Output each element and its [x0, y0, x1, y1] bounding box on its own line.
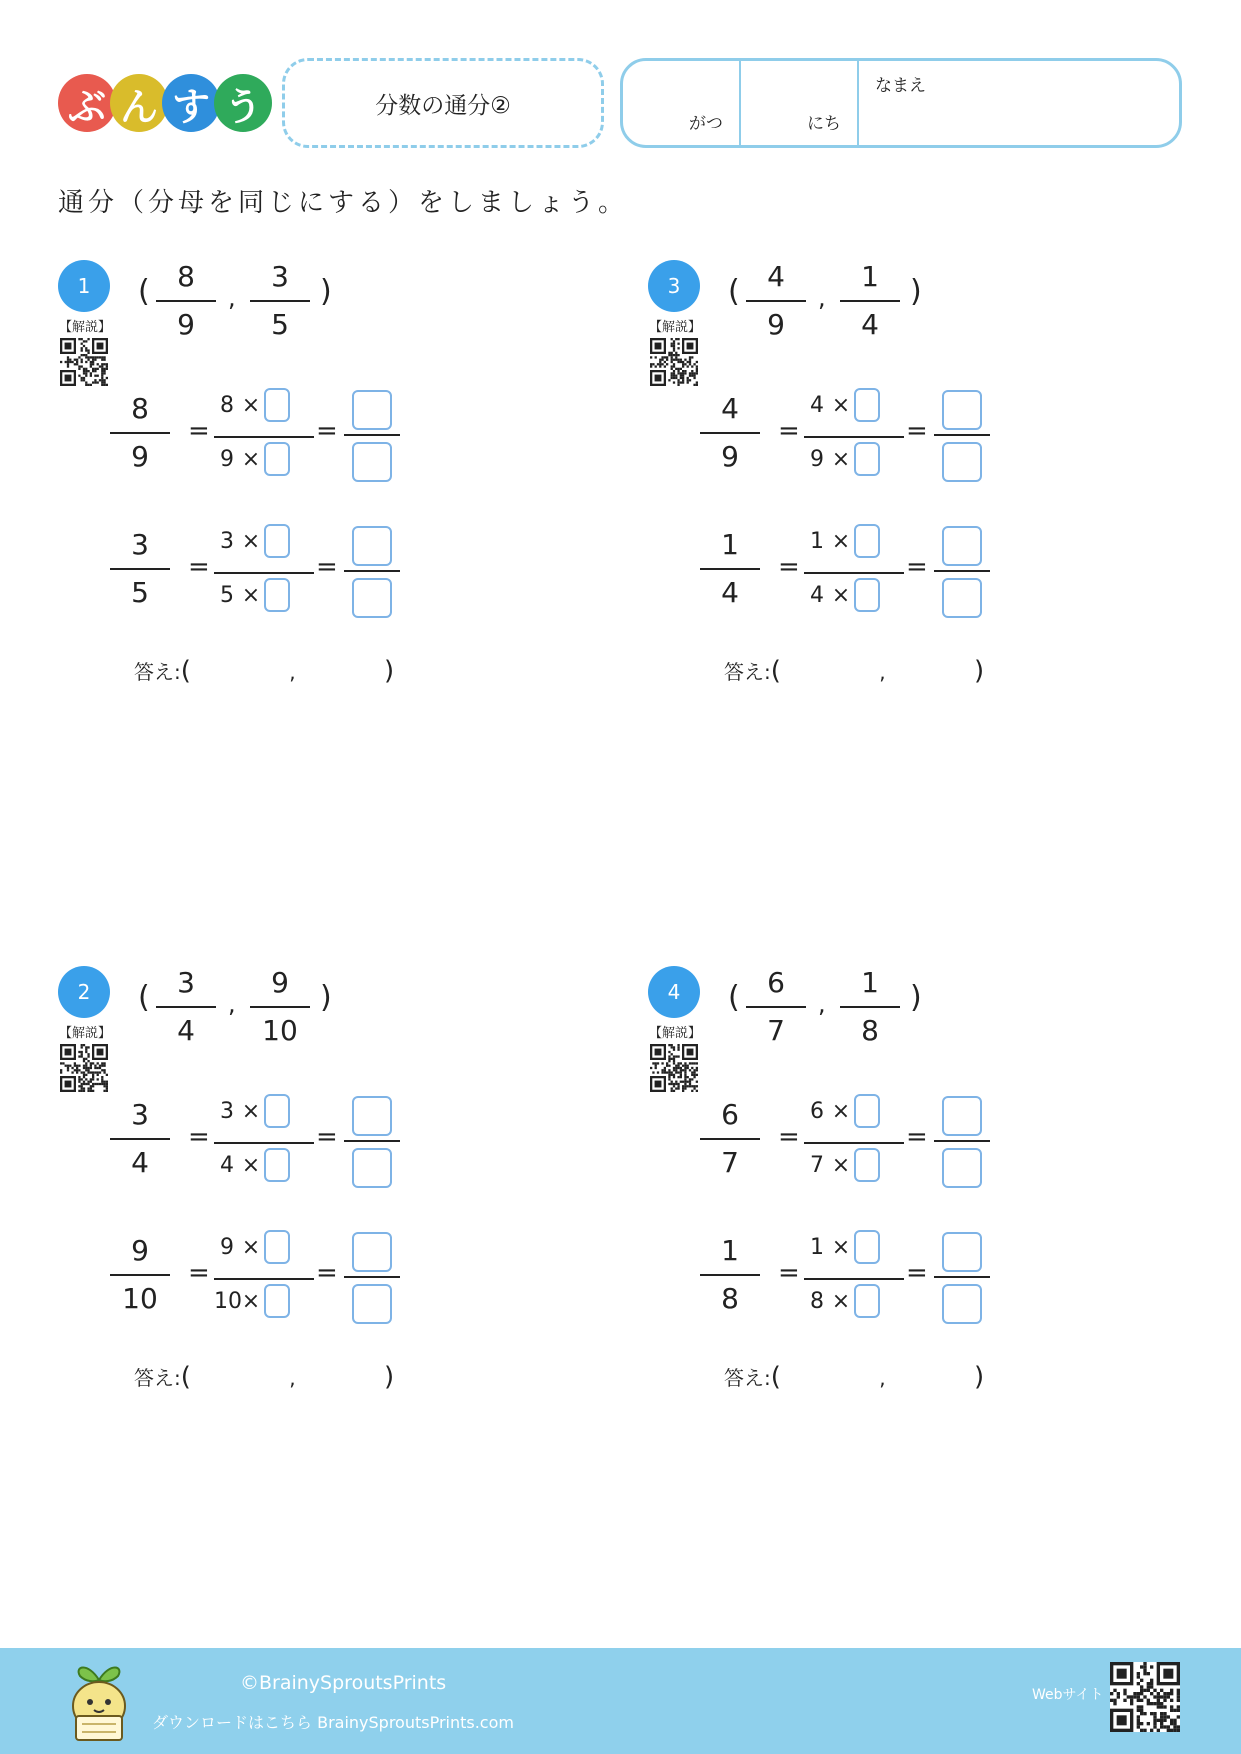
denominator: 4: [220, 1152, 234, 1178]
comma: ,: [228, 284, 236, 312]
download-link[interactable]: ダウンロードはこちら BrainySproutsPrints.com: [152, 1713, 514, 1732]
times-sign: ×: [831, 392, 851, 418]
divider: [857, 61, 859, 145]
numerator: 3: [220, 1098, 234, 1124]
denominator: 8: [861, 1014, 879, 1047]
multiplication-fraction: [804, 384, 904, 484]
times-sign: ×: [241, 528, 261, 554]
denominator: 9: [131, 440, 149, 473]
numerator: 1: [721, 1234, 739, 1267]
comma: ,: [818, 284, 826, 312]
result-fraction: [934, 522, 990, 622]
equals-sign: =: [316, 552, 338, 582]
comma: ,: [228, 990, 236, 1018]
numerator: 3: [131, 1098, 149, 1131]
result-denominator-box[interactable]: [352, 1148, 392, 1188]
multiplier-box-top[interactable]: [854, 1094, 880, 1128]
equals-sign: =: [778, 552, 800, 582]
times-sign: ×: [831, 1234, 851, 1260]
result-fraction: [344, 522, 400, 622]
comma: ,: [818, 990, 826, 1018]
multiplier-box-bottom[interactable]: [264, 578, 290, 612]
given-fraction-a: [156, 962, 216, 1052]
multiplier-box-bottom[interactable]: [264, 1284, 290, 1318]
numerator: 1: [810, 1234, 824, 1260]
result-denominator-box[interactable]: [942, 578, 982, 618]
multiplier-box-bottom[interactable]: [854, 1148, 880, 1182]
problem-3: [648, 260, 1208, 700]
numerator: 9: [271, 966, 289, 999]
answer-label: 答え:: [724, 660, 771, 684]
times-sign: ×: [831, 1288, 851, 1314]
logo: [58, 74, 266, 132]
equals-sign: =: [188, 416, 210, 446]
result-numerator-box[interactable]: [942, 526, 982, 566]
times-sign: ×: [241, 582, 261, 608]
month-label: がつ: [689, 114, 723, 134]
logo-char-1: ぶ: [58, 74, 116, 132]
numerator: 4: [721, 392, 739, 425]
result-denominator-box[interactable]: [352, 578, 392, 618]
divider: [739, 61, 741, 145]
multiplier-box-bottom[interactable]: [854, 442, 880, 476]
copyright: ©BrainySproutsPrints: [240, 1672, 447, 1694]
problem-number-badge: 4: [648, 966, 700, 1018]
result-numerator-box[interactable]: [352, 1096, 392, 1136]
times-sign: ×: [241, 446, 261, 472]
multiplication-fraction: [214, 1226, 314, 1326]
numerator: 6: [767, 966, 785, 999]
logo-char-3: す: [162, 74, 220, 132]
equals-sign: =: [906, 552, 928, 582]
denominator: 5: [271, 308, 289, 341]
day-label: にち: [807, 114, 841, 134]
result-fraction: [344, 1092, 400, 1192]
equals-sign: =: [906, 1122, 928, 1152]
multiplication-fraction: [804, 520, 904, 620]
given-fraction-a: [156, 256, 216, 346]
denominator: 5: [131, 576, 149, 609]
denominator: 7: [767, 1014, 785, 1047]
answer-label: 答え:: [724, 1366, 771, 1390]
result-fraction: [934, 1092, 990, 1192]
equals-sign: =: [906, 416, 928, 446]
open-paren: (: [138, 274, 150, 309]
result-numerator-box[interactable]: [352, 1232, 392, 1272]
denominator: 10: [262, 1014, 298, 1047]
given-fraction-b: [840, 256, 900, 346]
denominator: 4: [861, 308, 879, 341]
numerator: 3: [131, 528, 149, 561]
step-fraction-b: [110, 524, 170, 614]
multiplication-fraction: [804, 1226, 904, 1326]
multiplier-box-top[interactable]: [264, 1230, 290, 1264]
numerator: 1: [810, 528, 824, 554]
times-sign: ×: [831, 528, 851, 554]
multiplier-box-top[interactable]: [264, 1094, 290, 1128]
denominator: 4: [810, 582, 824, 608]
numerator: 3: [177, 966, 195, 999]
numerator: 4: [767, 260, 785, 293]
times-sign: ×: [241, 392, 261, 418]
close-paren: ): [910, 980, 922, 1015]
close-paren: ): [320, 980, 332, 1015]
problem-number-badge: 1: [58, 260, 110, 312]
times-sign: ×: [831, 1098, 851, 1124]
denominator: 4: [177, 1014, 195, 1047]
result-numerator-box[interactable]: [942, 1232, 982, 1272]
logo-char-2: ん: [110, 74, 168, 132]
result-denominator-box[interactable]: [352, 442, 392, 482]
denominator: 7: [810, 1152, 824, 1178]
multiplier-box-bottom[interactable]: [854, 1284, 880, 1318]
denominator: 4: [721, 576, 739, 609]
times-sign: ×: [241, 1152, 261, 1178]
close-paren: ): [320, 274, 332, 309]
equals-sign: =: [188, 552, 210, 582]
multiplication-fraction: [804, 1090, 904, 1190]
open-paren: (: [138, 980, 150, 1015]
denominator: 9: [767, 308, 785, 341]
instruction: 通分（分母を同じにする）をしましょう。: [58, 188, 629, 218]
result-denominator-box[interactable]: [352, 1284, 392, 1324]
answer-label: 答え:: [134, 1366, 181, 1390]
worksheet-title: [282, 58, 604, 148]
step-fraction-b: [700, 1230, 760, 1320]
website-qr-icon[interactable]: [1110, 1662, 1180, 1732]
equals-sign: =: [316, 1258, 338, 1288]
multiplier-box-bottom[interactable]: [854, 578, 880, 612]
result-denominator-box[interactable]: [942, 1284, 982, 1324]
step-fraction-b: [700, 524, 760, 614]
open-paren: (: [728, 980, 740, 1015]
denominator: 8: [810, 1288, 824, 1314]
result-numerator-box[interactable]: [942, 390, 982, 430]
given-fraction-b: [250, 962, 310, 1052]
problem-number-badge: 2: [58, 966, 110, 1018]
answer-line: 答え:( , ): [724, 1362, 985, 1392]
result-fraction: [344, 1228, 400, 1328]
numerator: 9: [220, 1234, 234, 1260]
problem-number-badge: 3: [648, 260, 700, 312]
numerator: 1: [721, 528, 739, 561]
times-sign: ×: [831, 1152, 851, 1178]
step-fraction-a: [110, 1094, 170, 1184]
answer-line: 答え:( , ): [134, 1362, 395, 1392]
denominator: 9: [721, 440, 739, 473]
step-fraction-a: [700, 388, 760, 478]
website-label: Webサイト: [1032, 1687, 1104, 1703]
result-fraction: [934, 386, 990, 486]
denominator: 4: [131, 1146, 149, 1179]
multiplier-box-top[interactable]: [854, 388, 880, 422]
answer-label: 答え:: [134, 660, 181, 684]
given-fraction-b: [250, 256, 310, 346]
result-denominator-box[interactable]: [942, 442, 982, 482]
equals-sign: =: [316, 1122, 338, 1152]
worksheet-title-text: 分数の通分②: [375, 92, 511, 119]
denominator: 5: [220, 582, 234, 608]
equals-sign: =: [906, 1258, 928, 1288]
multiplier-box-top[interactable]: [854, 1230, 880, 1264]
step-fraction-a: [700, 1094, 760, 1184]
times-sign: ×: [241, 1234, 261, 1260]
footer: [0, 1648, 1241, 1754]
explanation-qr-icon[interactable]: [650, 1044, 698, 1092]
step-fraction-a: [110, 388, 170, 478]
equals-sign: =: [778, 1258, 800, 1288]
equals-sign: =: [778, 416, 800, 446]
equals-sign: =: [188, 1258, 210, 1288]
mascot-icon: [66, 1658, 132, 1744]
numerator: 8: [131, 392, 149, 425]
logo-char-4: う: [214, 74, 272, 132]
numerator: 3: [220, 528, 234, 554]
explanation-qr-icon[interactable]: [650, 338, 698, 386]
explanation-label: 【解説】: [648, 320, 701, 335]
problem-4: [648, 966, 1208, 1406]
result-numerator-box[interactable]: [942, 1096, 982, 1136]
explanation-label: 【解説】: [648, 1026, 701, 1041]
result-numerator-box[interactable]: [352, 526, 392, 566]
denominator: 9: [177, 308, 195, 341]
problem-1: [58, 260, 618, 700]
equals-sign: =: [778, 1122, 800, 1152]
explanation-qr-icon[interactable]: [60, 1044, 108, 1092]
multiplier-box-bottom[interactable]: [264, 442, 290, 476]
denominator: 8: [721, 1282, 739, 1315]
result-fraction: [344, 386, 400, 486]
multiplier-box-bottom[interactable]: [264, 1148, 290, 1182]
close-paren: ): [910, 274, 922, 309]
result-fraction: [934, 1228, 990, 1328]
explanation-label: 【解説】: [58, 320, 111, 335]
student-info-box: [620, 58, 1182, 148]
numerator: 6: [721, 1098, 739, 1131]
result-numerator-box[interactable]: [352, 390, 392, 430]
times-sign: ×: [831, 582, 851, 608]
explanation-label: 【解説】: [58, 1026, 111, 1041]
problem-2: [58, 966, 618, 1406]
given-fraction-a: [746, 256, 806, 346]
numerator: 8: [220, 392, 234, 418]
numerator: 1: [861, 260, 879, 293]
denominator: 9: [220, 446, 234, 472]
numerator: 9: [131, 1234, 149, 1267]
multiplication-fraction: [214, 384, 314, 484]
times-sign: ×: [241, 1098, 261, 1124]
equals-sign: =: [316, 416, 338, 446]
name-label: なまえ: [875, 76, 926, 96]
answer-line: 答え:( , ): [134, 656, 395, 686]
numerator: 4: [810, 392, 824, 418]
numerator: 6: [810, 1098, 824, 1124]
given-fraction-a: [746, 962, 806, 1052]
step-fraction-b: [110, 1230, 170, 1320]
denominator: 10: [214, 1288, 242, 1314]
result-denominator-box[interactable]: [942, 1148, 982, 1188]
given-fraction-b: [840, 962, 900, 1052]
numerator: 8: [177, 260, 195, 293]
multiplication-fraction: [214, 520, 314, 620]
multiplier-box-top[interactable]: [854, 524, 880, 558]
multiplier-box-top[interactable]: [264, 524, 290, 558]
answer-line: 答え:( , ): [724, 656, 985, 686]
denominator: 10: [122, 1282, 158, 1315]
denominator: 7: [721, 1146, 739, 1179]
numerator: 1: [861, 966, 879, 999]
equals-sign: =: [188, 1122, 210, 1152]
denominator: 9: [810, 446, 824, 472]
explanation-qr-icon[interactable]: [60, 338, 108, 386]
times-sign: ×: [241, 1288, 261, 1314]
open-paren: (: [728, 274, 740, 309]
multiplier-box-top[interactable]: [264, 388, 290, 422]
multiplication-fraction: [214, 1090, 314, 1190]
times-sign: ×: [831, 446, 851, 472]
numerator: 3: [271, 260, 289, 293]
